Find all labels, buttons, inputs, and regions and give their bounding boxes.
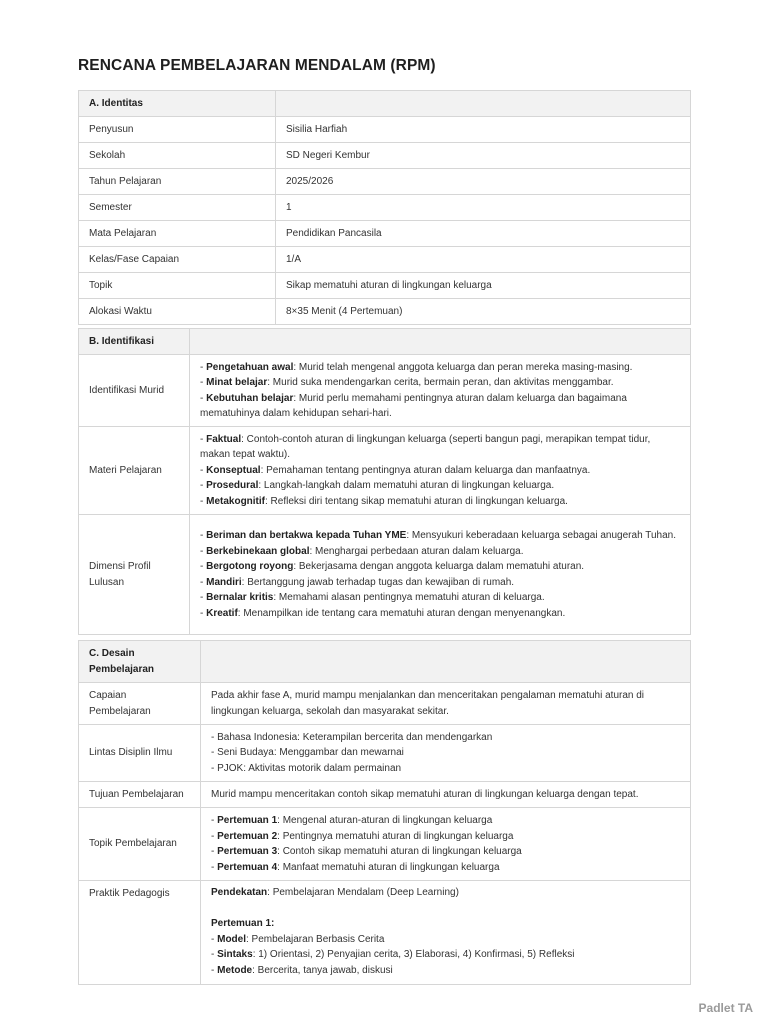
list-item: - Konseptual: Pemahaman tentang pentingnya aturan dalam keluarga dan manfaatnya. (200, 464, 591, 476)
row-label: Semester (79, 195, 276, 221)
row-label: Tujuan Pembelajaran (79, 782, 201, 808)
row-label: Materi Pelajaran (79, 427, 190, 515)
section-c-header (79, 641, 691, 683)
list-item: - Pertemuan 1: Mengenal aturan-aturan di lingkungan keluarga (211, 815, 493, 826)
row-label: Identifikasi Murid (79, 355, 190, 427)
row-label: Mata Pelajaran (79, 221, 276, 247)
topik-pembelajaran-cell (201, 808, 691, 881)
row-label: Dimensi Profil Lulusan (79, 515, 190, 635)
row-label: Kelas/Fase Capaian (79, 247, 276, 273)
table-row (79, 725, 691, 782)
capaian-value: Pada akhir fase A, murid mampu menjalankan dan menceritakan pengalaman mematuhi aturan di lingkungan keluarga, sekolah dan masyarakat sekitar. (201, 683, 691, 725)
list-item: - Metakognitif: Refleksi diri tentang sikap mematuhi aturan di lingkungan keluarga. (200, 495, 568, 507)
section-c-heading: C. Desain Pembelajaran (79, 641, 201, 683)
list-item: - Bernalar kritis: Memahami alasan pentingnya mematuhi aturan di keluarga. (200, 592, 545, 603)
tujuan-value: Murid mampu menceritakan contoh sikap mematuhi aturan di lingkungan keluarga dengan tepat. (201, 782, 691, 808)
section-a-heading: A. Identitas (79, 91, 276, 117)
list-item: - Kreatif: Menampilkan ide tentang cara mematuhi aturan dengan menyenangkan. (200, 607, 566, 619)
list-item: - Kebutuhan belajar: Murid perlu memahami pentingnya aturan dalam keluarga dan bagaimana mematuhinya dalam kehidupan sehari-hari. (200, 392, 627, 419)
list-item: - Metode: Bercerita, tanya jawab, diskusi (211, 964, 393, 976)
row-value: Pendidikan Pancasila (276, 221, 691, 247)
row-label: Capaian Pembelajaran (79, 683, 201, 725)
table-row (79, 299, 691, 325)
table-row (79, 683, 691, 725)
list-item: - Pertemuan 3: Contoh sikap mematuhi aturan di lingkungan keluarga (211, 846, 522, 857)
table-row (79, 273, 691, 299)
section-b-header (79, 329, 691, 355)
table-row (79, 195, 691, 221)
row-value: 8×35 Menit (4 Pertemuan) (276, 299, 691, 325)
table-row (79, 247, 691, 273)
document-title: RENCANA PEMBELAJARAN MENDALAM (RPM) (78, 57, 436, 74)
table-row (79, 169, 691, 195)
row-label: Praktik Pedagogis (79, 881, 201, 985)
row-value: 2025/2026 (276, 169, 691, 195)
list-item: - Seni Budaya: Menggambar dan mewarnai (211, 747, 404, 759)
list-item: - Prosedural: Langkah-langkah dalam mematuhi aturan di lingkungan keluarga. (200, 480, 555, 492)
list-item: - Pengetahuan awal: Murid telah mengenal anggota keluarga dan peran mereka masing-masing. (200, 361, 633, 373)
row-label: Penyusun (79, 117, 276, 143)
table-row (79, 117, 691, 143)
table-row (79, 143, 691, 169)
list-item: - Sintaks: 1) Orientasi, 2) Penyajian cerita, 3) Elaborasi, 4) Konfirmasi, 5) Refleksi (211, 949, 575, 960)
row-label: Tahun Pelajaran (79, 169, 276, 195)
padlet-footer-logo: Padlet TA (698, 1001, 753, 1015)
table-row (79, 221, 691, 247)
table-row (79, 355, 691, 427)
list-item: - Pertemuan 4: Manfaat mematuhi aturan di lingkungan keluarga (211, 861, 500, 873)
row-value: SD Negeri Kembur (276, 143, 691, 169)
list-item: - Bergotong royong: Bekerjasama dengan anggota keluarga dalam mematuhi aturan. (200, 561, 585, 572)
desain-table (78, 640, 691, 985)
table-row (79, 782, 691, 808)
section-a-header (79, 91, 691, 117)
identifikasi-table (78, 328, 691, 635)
row-value: Sikap mematuhi aturan di lingkungan keluarga (276, 273, 691, 299)
materi-pelajaran-cell (190, 427, 691, 515)
list-item: - Pertemuan 2: Pentingnya mematuhi aturan di lingkungan keluarga (211, 830, 514, 842)
pertemuan-1-heading: Pertemuan 1: (211, 918, 275, 929)
list-item: - Mandiri: Bertanggung jawab terhadap tugas dan kewajiban di rumah. (200, 576, 515, 588)
list-item: - Beriman dan bertakwa kepada Tuhan YME: Mensyukuri keberadaan keluarga sebagai anugerah Tuhan. (200, 530, 676, 541)
list-item: - Bahasa Indonesia: Keterampilan bercerita dan mendengarkan (211, 731, 493, 743)
list-item: - PJOK: Aktivitas motorik dalam permainan (211, 762, 402, 774)
identifikasi-murid-cell (190, 355, 691, 427)
table-row (79, 515, 691, 635)
section-b-heading: B. Identifikasi (79, 329, 190, 355)
table-row (79, 881, 691, 985)
row-label: Lintas Disiplin Ilmu (79, 725, 201, 782)
row-label: Topik Pembelajaran (79, 808, 201, 881)
row-value: Sisilia Harfiah (276, 117, 691, 143)
pendekatan-line: Pendekatan: Pembelajaran Mendalam (Deep Learning) (211, 887, 459, 898)
list-item: - Minat belajar: Murid suka mendengarkan cerita, bermain peran, dan aktivitas menggambar. (200, 377, 614, 388)
table-row (79, 427, 691, 515)
row-value: 1/A (276, 247, 691, 273)
row-label: Alokasi Waktu (79, 299, 276, 325)
list-item: - Faktual: Contoh-contoh aturan di lingkungan keluarga (seperti bangun pagi, merapikan tempat tidur, makan tepat waktu). (200, 433, 651, 461)
dimensi-profil-cell (190, 515, 691, 635)
identitas-table (78, 90, 691, 325)
praktik-pedagogis-cell (201, 881, 691, 985)
row-value: 1 (276, 195, 691, 221)
row-label: Topik (79, 273, 276, 299)
list-item: - Model: Pembelajaran Berbasis Cerita (211, 933, 385, 945)
table-row (79, 808, 691, 881)
row-label: Sekolah (79, 143, 276, 169)
lintas-disiplin-cell (201, 725, 691, 782)
list-item: - Berkebinekaan global: Menghargai perbedaan aturan dalam keluarga. (200, 545, 524, 557)
